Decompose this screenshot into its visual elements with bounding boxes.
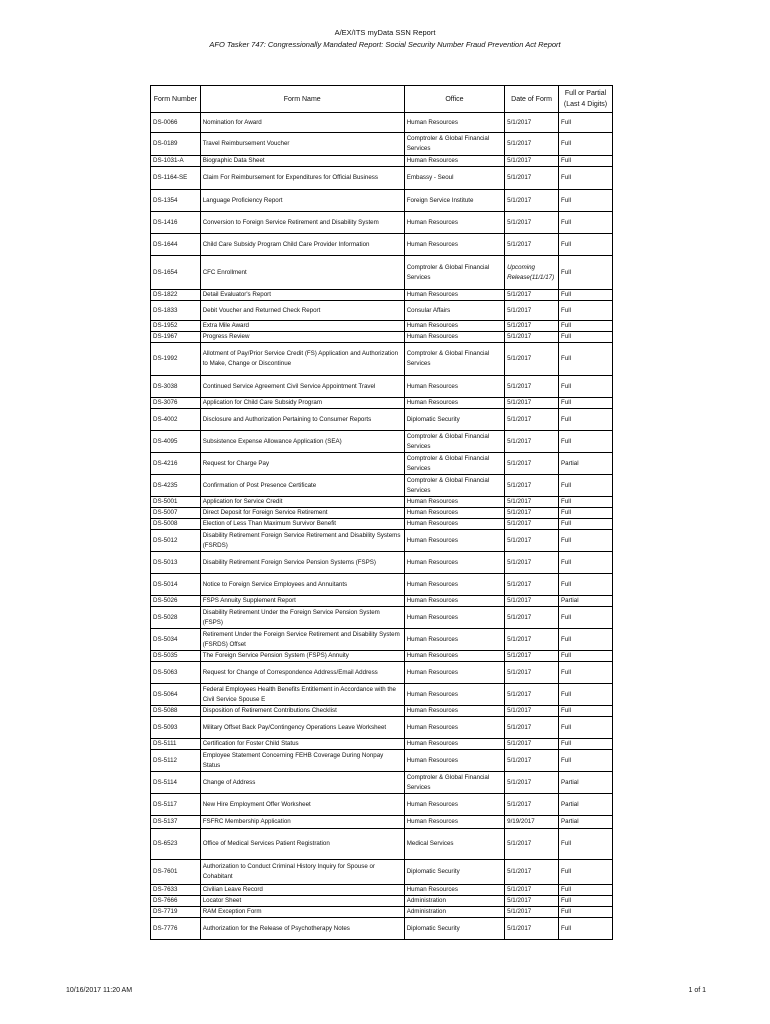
form-name-cell: Claim For Reimbursement for Expenditures for Official Business xyxy=(200,167,404,190)
office-cell: Diplomatic Security xyxy=(404,918,504,940)
date-cell: 5/1/2017 xyxy=(505,519,559,530)
date-cell: 5/1/2017 xyxy=(505,706,559,717)
scope-cell: Full xyxy=(559,475,613,497)
table-row xyxy=(151,234,613,256)
form-name-cell: Travel Reimbursement Voucher xyxy=(200,133,404,156)
date-cell: 5/1/2017 xyxy=(505,629,559,651)
office-cell: Foreign Service Institute xyxy=(404,190,504,212)
form-number-cell: DS-7666 xyxy=(151,896,201,907)
office-cell: Human Resources xyxy=(404,398,504,409)
date-cell: 5/1/2017 xyxy=(505,918,559,940)
date-cell: 5/1/2017 xyxy=(505,896,559,907)
date-cell: 5/1/2017 xyxy=(505,772,559,794)
form-number-cell: DS-5112 xyxy=(151,750,201,772)
scope-cell: Partial xyxy=(559,596,613,607)
scope-cell: Full xyxy=(559,607,613,629)
office-cell: Comptroler & Global Financial Services xyxy=(404,453,504,475)
form-number-cell: DS-7601 xyxy=(151,860,201,885)
office-cell: Diplomatic Security xyxy=(404,409,504,431)
form-number-cell: DS-5114 xyxy=(151,772,201,794)
scope-cell: Full xyxy=(559,113,613,133)
form-name-cell: Conversion to Foreign Service Retirement and Disability System xyxy=(200,212,404,234)
office-cell: Human Resources xyxy=(404,552,504,574)
form-number-cell: DS-1952 xyxy=(151,321,201,332)
form-name-cell: Subsistence Expense Allowance Application (SEA) xyxy=(200,431,404,453)
form-name-cell: FSFRC Membership Application xyxy=(200,816,404,829)
form-name-cell: Nomination for Award xyxy=(200,113,404,133)
form-number-cell: DS-5034 xyxy=(151,629,201,651)
form-number-cell: DS-5064 xyxy=(151,684,201,706)
form-number-cell: DS-5063 xyxy=(151,662,201,684)
form-number-cell: DS-1354 xyxy=(151,190,201,212)
date-cell: 5/1/2017 xyxy=(505,651,559,662)
date-cell: 5/1/2017 xyxy=(505,860,559,885)
header-date-of-form: Date of Form xyxy=(505,86,559,113)
office-cell: Human Resources xyxy=(404,684,504,706)
table-row xyxy=(151,133,613,156)
date-cell: 5/1/2017 xyxy=(505,885,559,896)
office-cell: Human Resources xyxy=(404,662,504,684)
date-cell: 5/1/2017 xyxy=(505,750,559,772)
office-cell: Human Resources xyxy=(404,376,504,398)
office-cell: Medical Services xyxy=(404,829,504,860)
form-number-cell: DS-4002 xyxy=(151,409,201,431)
office-cell: Human Resources xyxy=(404,706,504,717)
date-cell: 5/1/2017 xyxy=(505,475,559,497)
form-name-cell: Notice to Foreign Service Employees and Annuitants xyxy=(200,574,404,596)
form-name-cell: Military Offset Back Pay/Contingency Operations Leave Worksheet xyxy=(200,717,404,739)
table-row xyxy=(151,907,613,918)
table-row xyxy=(151,651,613,662)
form-name-cell: CFC Enrollment xyxy=(200,256,404,290)
office-cell: Consular Affairs xyxy=(404,301,504,321)
table-row xyxy=(151,301,613,321)
header-full-or-partial: Full or Partial (Last 4 Digits) xyxy=(559,86,613,113)
scope-cell: Full xyxy=(559,684,613,706)
form-name-cell: Disability Retirement Foreign Service Pension Systems (FSPS) xyxy=(200,552,404,574)
office-cell: Human Resources xyxy=(404,332,504,343)
date-cell: 5/1/2017 xyxy=(505,829,559,860)
date-cell: 5/1/2017 xyxy=(505,133,559,156)
table-row xyxy=(151,896,613,907)
date-cell: 5/1/2017 xyxy=(505,234,559,256)
report-title: A/EX/ITS myData SSN Report xyxy=(334,28,436,37)
form-name-cell: Debit Voucher and Returned Check Report xyxy=(200,301,404,321)
scope-cell: Full xyxy=(559,629,613,651)
table-row xyxy=(151,596,613,607)
scope-cell: Full xyxy=(559,739,613,750)
form-name-cell: Confirmation of Post Presence Certificate xyxy=(200,475,404,497)
form-name-cell: Child Care Subsidy Program Child Care Provider Information xyxy=(200,234,404,256)
form-name-cell: Disclosure and Authorization Pertaining to Consumer Reports xyxy=(200,409,404,431)
date-cell: 5/1/2017 xyxy=(505,907,559,918)
form-number-cell: DS-5088 xyxy=(151,706,201,717)
form-number-cell: DS-1164-SE xyxy=(151,167,201,190)
form-number-cell: DS-0189 xyxy=(151,133,201,156)
table-row xyxy=(151,290,613,301)
form-number-cell: DS-5137 xyxy=(151,816,201,829)
date-cell: 5/1/2017 xyxy=(505,508,559,519)
scope-cell: Full xyxy=(559,662,613,684)
form-name-cell: Change of Address xyxy=(200,772,404,794)
date-cell: 5/1/2017 xyxy=(505,343,559,376)
form-name-cell: Election of Less Than Maximum Survivor Benefit xyxy=(200,519,404,530)
form-number-cell: DS-7776 xyxy=(151,918,201,940)
office-cell: Comptroler & Global Financial Services xyxy=(404,256,504,290)
office-cell: Comptroler & Global Financial Services xyxy=(404,133,504,156)
date-cell: 5/1/2017 xyxy=(505,596,559,607)
date-cell: 5/1/2017 xyxy=(505,167,559,190)
table-row xyxy=(151,497,613,508)
office-cell: Administration xyxy=(404,896,504,907)
office-cell: Human Resources xyxy=(404,750,504,772)
office-cell: Human Resources xyxy=(404,290,504,301)
scope-cell: Full xyxy=(559,829,613,860)
table-row xyxy=(151,156,613,167)
form-number-cell: DS-5117 xyxy=(151,794,201,816)
form-number-cell: DS-1416 xyxy=(151,212,201,234)
date-cell: 5/1/2017 xyxy=(505,398,559,409)
office-cell: Human Resources xyxy=(404,885,504,896)
table-row xyxy=(151,508,613,519)
scope-cell: Full xyxy=(559,519,613,530)
form-name-cell: RAM Exception Form xyxy=(200,907,404,918)
form-number-cell: DS-5012 xyxy=(151,530,201,552)
header-form-name: Form Name xyxy=(200,86,404,113)
form-number-cell: DS-5026 xyxy=(151,596,201,607)
form-name-cell: Retirement Under the Foreign Service Retirement and Disability System (FSRDS) Offset xyxy=(200,629,404,651)
form-name-cell: Office of Medical Services Patient Registration xyxy=(200,829,404,860)
office-cell: Human Resources xyxy=(404,508,504,519)
scope-cell: Full xyxy=(559,508,613,519)
office-cell: Human Resources xyxy=(404,234,504,256)
office-cell: Comptroler & Global Financial Services xyxy=(404,772,504,794)
form-number-cell: DS-5093 xyxy=(151,717,201,739)
form-number-cell: DS-5035 xyxy=(151,651,201,662)
form-name-cell: Employee Statement Concerning FEHB Coverage During Nonpay Status xyxy=(200,750,404,772)
form-number-cell: DS-1967 xyxy=(151,332,201,343)
form-name-cell: Progress Review xyxy=(200,332,404,343)
form-name-cell: Continued Service Agreement Civil Service Appointment Travel xyxy=(200,376,404,398)
scope-cell: Full xyxy=(559,750,613,772)
scope-cell: Full xyxy=(559,376,613,398)
form-number-cell: DS-5014 xyxy=(151,574,201,596)
scope-cell: Full xyxy=(559,651,613,662)
form-name-cell: FSPS Annuity Supplement Report xyxy=(200,596,404,607)
table-row xyxy=(151,739,613,750)
table-row xyxy=(151,684,613,706)
table-row xyxy=(151,113,613,133)
ssn-report-table xyxy=(150,85,613,940)
scope-cell: Full xyxy=(559,717,613,739)
date-cell: 5/1/2017 xyxy=(505,497,559,508)
table-row xyxy=(151,409,613,431)
table-row xyxy=(151,662,613,684)
table-row xyxy=(151,519,613,530)
table-row xyxy=(151,343,613,376)
scope-cell: Full xyxy=(559,860,613,885)
table-row xyxy=(151,332,613,343)
date-cell: 5/1/2017 xyxy=(505,607,559,629)
print-timestamp: 10/16/2017 11:20 AM xyxy=(66,987,133,994)
office-cell: Human Resources xyxy=(404,321,504,332)
table-row xyxy=(151,772,613,794)
form-number-cell: DS-1644 xyxy=(151,234,201,256)
scope-cell: Partial xyxy=(559,794,613,816)
form-number-cell: DS-7633 xyxy=(151,885,201,896)
form-name-cell: New Hire Employment Offer Worksheet xyxy=(200,794,404,816)
date-cell: 5/1/2017 xyxy=(505,453,559,475)
form-name-cell: Biographic Data Sheet xyxy=(200,156,404,167)
table-row xyxy=(151,212,613,234)
scope-cell: Full xyxy=(559,321,613,332)
table-row xyxy=(151,574,613,596)
table-row xyxy=(151,918,613,940)
form-name-cell: Civilian Leave Record xyxy=(200,885,404,896)
form-name-cell: Certification for Foster Child Status xyxy=(200,739,404,750)
page-number: 1 of 1 xyxy=(688,987,706,994)
table-row xyxy=(151,860,613,885)
form-name-cell: Application for Child Care Subsidy Program xyxy=(200,398,404,409)
date-cell: 5/1/2017 xyxy=(505,739,559,750)
date-cell: 5/1/2017 xyxy=(505,530,559,552)
table-row xyxy=(151,816,613,829)
table-row xyxy=(151,431,613,453)
table-row xyxy=(151,629,613,651)
office-cell: Human Resources xyxy=(404,717,504,739)
form-number-cell: DS-0066 xyxy=(151,113,201,133)
form-number-cell: DS-5008 xyxy=(151,519,201,530)
scope-cell: Full xyxy=(559,706,613,717)
date-cell: 5/1/2017 xyxy=(505,376,559,398)
scope-cell: Full xyxy=(559,133,613,156)
table-row xyxy=(151,717,613,739)
office-cell: Human Resources xyxy=(404,651,504,662)
form-name-cell: Disability Retirement Foreign Service Retirement and Disability Systems (FSRDS) xyxy=(200,530,404,552)
form-number-cell: DS-5007 xyxy=(151,508,201,519)
table-row xyxy=(151,475,613,497)
form-number-cell: DS-1833 xyxy=(151,301,201,321)
form-name-cell: Extra Mile Award xyxy=(200,321,404,332)
report-subtitle: AFO Tasker 747: Congressionally Mandated Report: Social Security Number Fraud Prevention Act Report xyxy=(209,40,561,49)
form-name-cell: Authorization to Conduct Criminal History Inquiry for Spouse or Cohabitant xyxy=(200,860,404,885)
form-name-cell: Detail Evaluator's Report xyxy=(200,290,404,301)
office-cell: Human Resources xyxy=(404,519,504,530)
form-number-cell: DS-1031-A xyxy=(151,156,201,167)
office-cell: Comptroler & Global Financial Services xyxy=(404,475,504,497)
office-cell: Human Resources xyxy=(404,497,504,508)
scope-cell: Full xyxy=(559,301,613,321)
office-cell: Human Resources xyxy=(404,212,504,234)
date-cell: 9/19/2017 xyxy=(505,816,559,829)
form-name-cell: Disability Retirement Under the Foreign Service Pension System (FSPS) xyxy=(200,607,404,629)
office-cell: Human Resources xyxy=(404,607,504,629)
office-cell: Human Resources xyxy=(404,629,504,651)
scope-cell: Partial xyxy=(559,816,613,829)
form-number-cell: DS-5028 xyxy=(151,607,201,629)
table-row xyxy=(151,453,613,475)
form-number-cell: DS-5001 xyxy=(151,497,201,508)
table-row xyxy=(151,829,613,860)
form-name-cell: Application for Service Credit xyxy=(200,497,404,508)
form-name-cell: Request for Charge Pay xyxy=(200,453,404,475)
office-cell: Human Resources xyxy=(404,794,504,816)
date-cell: 5/1/2017 xyxy=(505,212,559,234)
scope-cell: Full xyxy=(559,343,613,376)
form-number-cell: DS-1822 xyxy=(151,290,201,301)
table-row xyxy=(151,706,613,717)
office-cell: Human Resources xyxy=(404,530,504,552)
scope-cell: Full xyxy=(559,167,613,190)
date-cell: 5/1/2017 xyxy=(505,431,559,453)
form-number-cell: DS-5013 xyxy=(151,552,201,574)
form-number-cell: DS-3076 xyxy=(151,398,201,409)
table-row xyxy=(151,190,613,212)
header-office: Office xyxy=(404,86,504,113)
form-name-cell: Request for Change of Correspondence Address/Email Address xyxy=(200,662,404,684)
form-number-cell: DS-1992 xyxy=(151,343,201,376)
form-name-cell: Authorization for the Release of Psychotherapy Notes xyxy=(200,918,404,940)
form-name-cell: Locator Sheet xyxy=(200,896,404,907)
office-cell: Comptroler & Global Financial Services xyxy=(404,431,504,453)
office-cell: Human Resources xyxy=(404,739,504,750)
scope-cell: Full xyxy=(559,212,613,234)
scope-cell: Full xyxy=(559,190,613,212)
table-row xyxy=(151,376,613,398)
scope-cell: Full xyxy=(559,156,613,167)
date-cell: 5/1/2017 xyxy=(505,409,559,431)
form-name-cell: Language Proficiency Report xyxy=(200,190,404,212)
table-row xyxy=(151,552,613,574)
table-row xyxy=(151,530,613,552)
scope-cell: Full xyxy=(559,497,613,508)
table-row xyxy=(151,256,613,290)
date-cell: 5/1/2017 xyxy=(505,684,559,706)
scope-cell: Full xyxy=(559,431,613,453)
date-cell: 5/1/2017 xyxy=(505,301,559,321)
form-number-cell: DS-7719 xyxy=(151,907,201,918)
office-cell: Human Resources xyxy=(404,574,504,596)
date-cell: 5/1/2017 xyxy=(505,552,559,574)
scope-cell: Full xyxy=(559,552,613,574)
office-cell: Diplomatic Security xyxy=(404,860,504,885)
office-cell: Human Resources xyxy=(404,113,504,133)
scope-cell: Full xyxy=(559,234,613,256)
table-row xyxy=(151,750,613,772)
form-number-cell: DS-6523 xyxy=(151,829,201,860)
scope-cell: Full xyxy=(559,398,613,409)
date-cell: 5/1/2017 xyxy=(505,190,559,212)
table-row xyxy=(151,794,613,816)
scope-cell: Partial xyxy=(559,772,613,794)
scope-cell: Full xyxy=(559,907,613,918)
form-number-cell: DS-4216 xyxy=(151,453,201,475)
scope-cell: Full xyxy=(559,885,613,896)
table-row xyxy=(151,607,613,629)
form-number-cell: DS-3038 xyxy=(151,376,201,398)
scope-cell: Full xyxy=(559,290,613,301)
table-header-row xyxy=(151,86,613,113)
date-cell: 5/1/2017 xyxy=(505,156,559,167)
scope-cell: Full xyxy=(559,574,613,596)
form-number-cell: DS-1654 xyxy=(151,256,201,290)
scope-cell: Full xyxy=(559,896,613,907)
form-name-cell: Disposition of Retirement Contributions Checklist xyxy=(200,706,404,717)
scope-cell: Full xyxy=(559,332,613,343)
table-row xyxy=(151,885,613,896)
form-name-cell: Federal Employees Health Benefits Entitlement in Accordance with the Civil Service Spouse E xyxy=(200,684,404,706)
date-cell: 5/1/2017 xyxy=(505,574,559,596)
header-form-number: Form Number xyxy=(151,86,201,113)
office-cell: Human Resources xyxy=(404,816,504,829)
form-name-cell: Direct Deposit for Foreign Service Retirement xyxy=(200,508,404,519)
table-row xyxy=(151,398,613,409)
date-cell: Upcoming Release(11/1/17) xyxy=(505,256,559,290)
form-number-cell: DS-4095 xyxy=(151,431,201,453)
date-cell: 5/1/2017 xyxy=(505,113,559,133)
date-cell: 5/1/2017 xyxy=(505,321,559,332)
scope-cell: Full xyxy=(559,530,613,552)
date-cell: 5/1/2017 xyxy=(505,332,559,343)
scope-cell: Full xyxy=(559,256,613,290)
office-cell: Human Resources xyxy=(404,156,504,167)
table-row xyxy=(151,167,613,190)
table-row xyxy=(151,321,613,332)
date-cell: 5/1/2017 xyxy=(505,794,559,816)
form-name-cell: The Foreign Service Pension System (FSPS) Annuity xyxy=(200,651,404,662)
date-cell: 5/1/2017 xyxy=(505,662,559,684)
form-number-cell: DS-5111 xyxy=(151,739,201,750)
scope-cell: Full xyxy=(559,409,613,431)
scope-cell: Full xyxy=(559,918,613,940)
office-cell: Embassy - Seoul xyxy=(404,167,504,190)
date-cell: 5/1/2017 xyxy=(505,717,559,739)
office-cell: Human Resources xyxy=(404,596,504,607)
form-number-cell: DS-4235 xyxy=(151,475,201,497)
office-cell: Comptroler & Global Financial Services xyxy=(404,343,504,376)
scope-cell: Partial xyxy=(559,453,613,475)
date-cell: 5/1/2017 xyxy=(505,290,559,301)
form-name-cell: Allotment of Pay/Prior Service Credit (FS) Application and Authorization to Make, Change or Discontinue xyxy=(200,343,404,376)
table-body xyxy=(151,113,613,940)
office-cell: Administration xyxy=(404,907,504,918)
